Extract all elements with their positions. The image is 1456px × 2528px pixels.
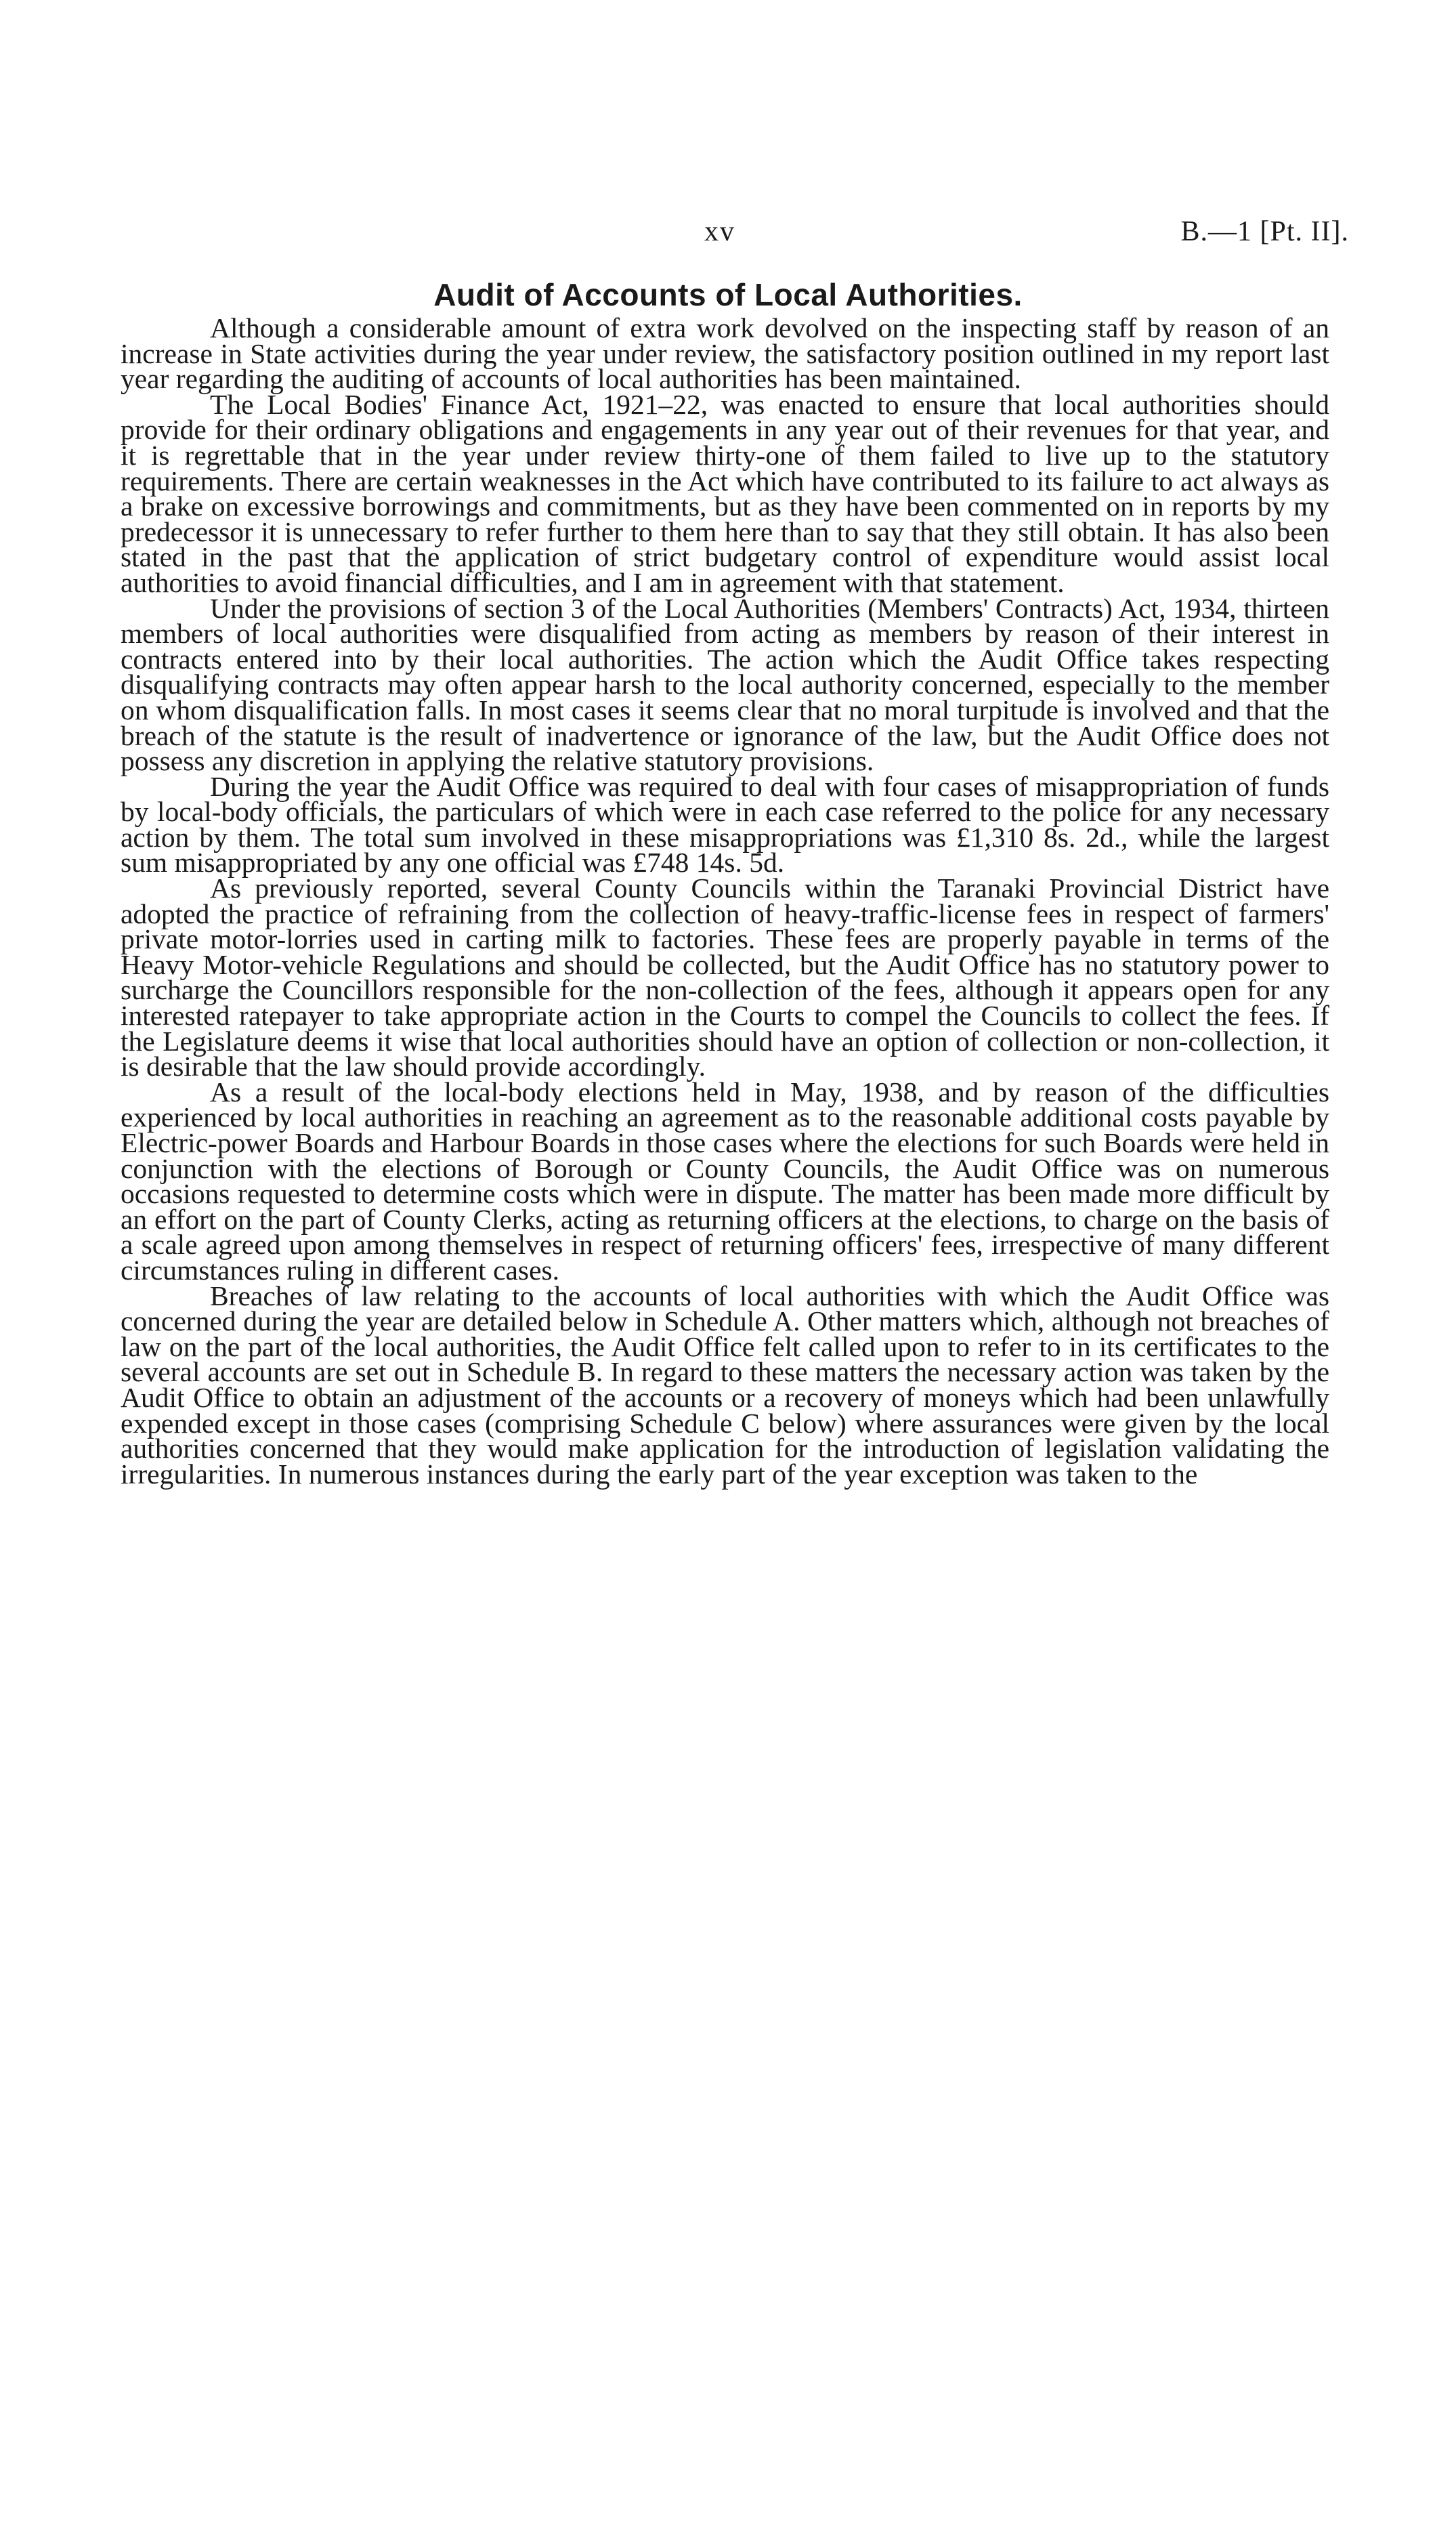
paragraph-general: Although a considerable amount of extra work devolved on the inspecting staff by reason of an increase in State activities during the year under review, the satisfactory position outlined in my report last year regarding the auditing of accounts of local authorities has been maintained. <box>121 312 1329 395</box>
page-number: xv <box>704 216 735 247</box>
paragraph-members-contracts: Under the provisions of section 3 of the Local Authorities (Members' Contracts) Act, 1934, thirteen members of local authorities were disqualified from acting as members by reason of their interest in contracts entered into by their local authorities. The action which the Audit Office takes respecting disqualifying contracts may often appear harsh to the local authority concerned, especially to the member on whom disqualification falls. In most cases it seems clear that no moral turpitude is involved and that the breach of the statute is the result of inadvertence or ignorance of the law, but the Audit Office does not possess any discretion in applying the relative statutory provisions. <box>121 592 1329 777</box>
paragraph-finance-act: The Local Bodies' Finance Act, 1921–22, was enacted to ensure that local authorities should provide for their ordinary obligations and engagements in any year out of their revenues for that year, and it is regrettable that in the year under review thirty-one of them failed to live up to the statutory requirements. There are certain weaknesses in the Act which have contributed to its failure to act always as a brake on excessive borrowings and commitments, but as they have been commented on in reports by my predecessor it is unnecessary to refer further to them here than to say that they still obtain. It has also been stated in the past that the application of strict budgetary control of expenditure would assist local authorities to avoid financial difficulties, and I am in agreement with that statement. <box>121 388 1329 598</box>
paragraph-breaches: Breaches of law relating to the accounts of local authorities with which the Audit Office was concerned during the year are detailed below in Schedule A. Other matters which, although not breaches of law on the part of the local authorities, the Audit Office felt called upon to refer to in its certificates to the several accounts are set out in Schedule B. In regard to these matters the necessary action was taken by the Audit Office to obtain an adjustment of the accounts or a recovery of moneys which had been unlawfully expended except in those cases (comprising Schedule C below) where assurances were given by the local authorities concerned that they would make application for the introduction of legislation validating the irregularities. In numerous instances during the early part of the year exception was taken to the <box>121 1280 1329 1490</box>
section-title: Audit of Accounts of Local Authorities. <box>433 277 1023 312</box>
body-text <box>121 312 1329 1490</box>
paragraph-misappropriation: During the year the Audit Office was required to deal with four cases of misappropriation of funds by local-body officials, the particulars of which were in each case referred to the police for any necessary action by them. The total sum involved in these misappropriations was £1,310 8s. 2d., while the largest sum misappropriated by any one official was £748 14s. 5d. <box>121 770 1329 879</box>
part-reference: B.—1 [Pt. II]. <box>1180 216 1349 247</box>
paragraph-taranaki-fees: As previously reported, several County Councils within the Taranaki Provincial District have adopted the practice of refraining from the collection of heavy-traffic-license fees in respect of farmers' private motor-lorries used in carting milk to factories. These fees are properly payable in terms of the Heavy Motor-vehicle Regulations and should be collected, but the Audit Office has no statutory power to surcharge the Councillors responsible for the non-collection of the fees, although it appears open for any interested ratepayer to take appropriate action in the Courts to compel the Councils to collect the fees. If the Legislature deems it wise that local authorities should have an option of collection or non-collection, it is desirable that the law should provide accordingly. <box>121 872 1329 1082</box>
paragraph-elections: As a result of the local-body elections held in May, 1938, and by reason of the difficulties experienced by local authorities in reaching an agreement as to the reasonable additional costs payable by Electric-power Boards and Harbour Boards in those cases where the elections for such Boards were held in conjunction with the elections of Borough or County Councils, the Audit Office was on numerous occasions requested to determine costs which were in dispute. The matter has been made more difficult by an effort on the part of County Clerks, acting as returning officers at the elections, to charge on the basis of a scale agreed upon among themselves in respect of returning officers' fees, irrespective of many different circumstances ruling in different cases. <box>121 1076 1329 1286</box>
page-header <box>0 215 1456 256</box>
